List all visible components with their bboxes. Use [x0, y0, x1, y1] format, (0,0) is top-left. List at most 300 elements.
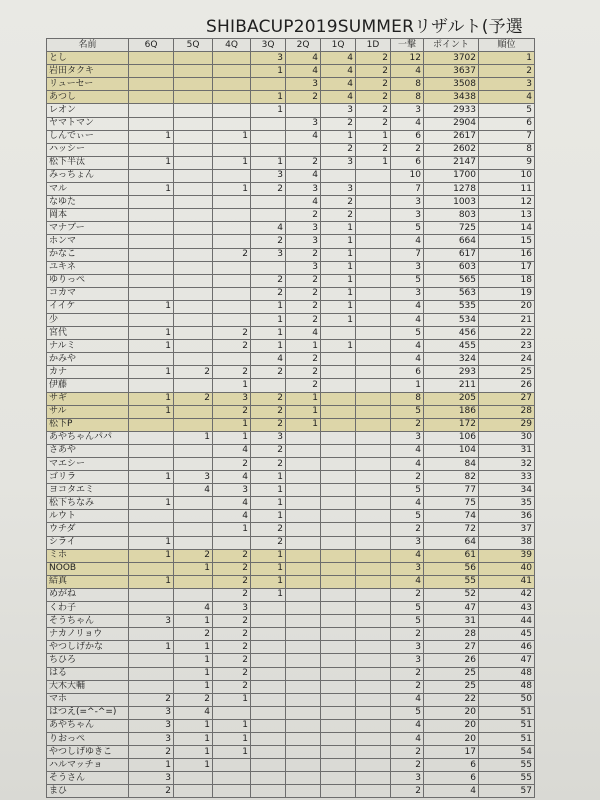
table-row [47, 667, 535, 680]
cell-grade-1q: 1 [321, 222, 356, 235]
cell-grade-1q [321, 458, 356, 471]
cell-grade-4q [213, 196, 251, 209]
cell-grade-1d [356, 379, 391, 392]
cell-grade-1q [321, 510, 356, 523]
cell-grade-2q: 2 [286, 209, 321, 222]
cell-rank: 4 [479, 91, 535, 104]
cell-grade-1d [356, 274, 391, 287]
cell-grade-4q [213, 104, 251, 117]
cell-grade-5q: 3 [174, 471, 213, 484]
cell-grade-5q [174, 510, 213, 523]
cell-points: 47 [424, 602, 479, 615]
cell-grade-1q [321, 641, 356, 654]
table-row [47, 353, 535, 366]
cell-grade-6q: 1 [129, 156, 174, 169]
cell-grade-6q: 1 [129, 536, 174, 549]
cell-player-name: コカマ [47, 287, 129, 300]
cell-grade-3q: 1 [251, 91, 286, 104]
cell-grade-1q [321, 785, 356, 798]
cell-player-name: 岩田タクキ [47, 65, 129, 78]
cell-rank: 13 [479, 209, 535, 222]
cell-grade-2q [286, 628, 321, 641]
cell-grade-5q: 4 [174, 602, 213, 615]
cell-grade-4q: 2 [213, 549, 251, 562]
cell-points: 324 [424, 353, 479, 366]
cell-grade-2q: 2 [286, 287, 321, 300]
cell-rank: 44 [479, 615, 535, 628]
cell-grade-6q: 2 [129, 746, 174, 759]
cell-grade-1d [356, 575, 391, 588]
cell-grade-1d [356, 628, 391, 641]
cell-grade-4q: 3 [213, 602, 251, 615]
cell-grade-2q [286, 431, 321, 444]
cell-grade-3q [251, 732, 286, 745]
cell-player-name: やつしげゆきこ [47, 746, 129, 759]
cell-grade-1d: 2 [356, 65, 391, 78]
cell-grade-3q: 2 [251, 274, 286, 287]
cell-grade-5q [174, 353, 213, 366]
cell-grade-1q [321, 680, 356, 693]
cell-ichigeki: 3 [391, 654, 424, 667]
cell-grade-1q [321, 353, 356, 366]
cell-grade-2q: 2 [286, 366, 321, 379]
cell-grade-6q [129, 458, 174, 471]
cell-player-name: ナルミ [47, 340, 129, 353]
cell-grade-1d [356, 549, 391, 562]
cell-ichigeki: 2 [391, 418, 424, 431]
cell-points: 20 [424, 719, 479, 732]
cell-grade-2q [286, 654, 321, 667]
cell-player-name: ホンマ [47, 235, 129, 248]
results-table [46, 38, 535, 798]
table-row [47, 562, 535, 575]
cell-player-name: かみや [47, 353, 129, 366]
cell-grade-1q: 4 [321, 65, 356, 78]
cell-grade-1q [321, 772, 356, 785]
cell-grade-2q [286, 549, 321, 562]
cell-grade-1d [356, 222, 391, 235]
cell-grade-1q [321, 667, 356, 680]
cell-points: 534 [424, 313, 479, 326]
table-row [47, 366, 535, 379]
cell-grade-2q [286, 588, 321, 601]
cell-grade-6q: 2 [129, 785, 174, 798]
cell-grade-4q: 2 [213, 248, 251, 261]
cell-grade-1q: 1 [321, 313, 356, 326]
cell-rank: 55 [479, 772, 535, 785]
cell-grade-2q [286, 523, 321, 536]
cell-grade-1q [321, 602, 356, 615]
table-row [47, 497, 535, 510]
cell-rank: 6 [479, 117, 535, 130]
cell-grade-2q: 4 [286, 52, 321, 65]
cell-rank: 48 [479, 667, 535, 680]
cell-player-name: NOOB [47, 562, 129, 575]
cell-player-name: 少 [47, 313, 129, 326]
cell-grade-2q [286, 444, 321, 457]
cell-grade-1d [356, 719, 391, 732]
cell-points: 3702 [424, 52, 479, 65]
table-row [47, 654, 535, 667]
cell-grade-5q: 1 [174, 719, 213, 732]
cell-grade-3q: 3 [251, 248, 286, 261]
cell-grade-3q: 2 [251, 458, 286, 471]
cell-ichigeki: 7 [391, 248, 424, 261]
cell-grade-3q: 1 [251, 471, 286, 484]
cell-grade-6q: 3 [129, 615, 174, 628]
cell-grade-1d: 1 [356, 130, 391, 143]
cell-rank: 33 [479, 471, 535, 484]
cell-player-name: あやちゃんパパ [47, 431, 129, 444]
cell-ichigeki: 3 [391, 104, 424, 117]
cell-grade-5q [174, 196, 213, 209]
cell-player-name: リューセー [47, 78, 129, 91]
cell-grade-6q [129, 274, 174, 287]
cell-ichigeki: 8 [391, 392, 424, 405]
cell-rank: 42 [479, 588, 535, 601]
cell-grade-1d: 2 [356, 91, 391, 104]
cell-grade-3q [251, 379, 286, 392]
cell-grade-5q [174, 209, 213, 222]
cell-grade-1q: 1 [321, 274, 356, 287]
cell-grade-4q: 2 [213, 366, 251, 379]
cell-grade-4q [213, 143, 251, 156]
cell-grade-3q: 2 [251, 536, 286, 549]
cell-grade-2q [286, 575, 321, 588]
table-row [47, 471, 535, 484]
cell-grade-1d [356, 523, 391, 536]
cell-grade-6q [129, 628, 174, 641]
table-row [47, 261, 535, 274]
cell-ichigeki: 7 [391, 183, 424, 196]
table-row [47, 169, 535, 182]
cell-grade-1q [321, 418, 356, 431]
cell-rank: 23 [479, 340, 535, 353]
cell-grade-1d [356, 785, 391, 798]
cell-grade-5q [174, 104, 213, 117]
cell-grade-6q [129, 431, 174, 444]
cell-player-name: 伊藤 [47, 379, 129, 392]
cell-grade-4q [213, 52, 251, 65]
table-row [47, 628, 535, 641]
cell-grade-1d [356, 248, 391, 261]
table-row [47, 732, 535, 745]
cell-points: 27 [424, 641, 479, 654]
cell-player-name: りおっぺ [47, 732, 129, 745]
cell-grade-4q: 1 [213, 183, 251, 196]
cell-grade-3q [251, 719, 286, 732]
cell-grade-1q [321, 706, 356, 719]
cell-grade-3q: 2 [251, 444, 286, 457]
cell-grade-1d: 1 [356, 156, 391, 169]
cell-ichigeki: 2 [391, 143, 424, 156]
cell-grade-3q [251, 78, 286, 91]
cell-grade-2q [286, 471, 321, 484]
cell-player-name: かなこ [47, 248, 129, 261]
cell-points: 2617 [424, 130, 479, 143]
cell-grade-4q: 1 [213, 732, 251, 745]
cell-points: 28 [424, 628, 479, 641]
cell-rank: 39 [479, 549, 535, 562]
cell-grade-2q [286, 104, 321, 117]
cell-points: 603 [424, 261, 479, 274]
cell-rank: 11 [479, 183, 535, 196]
results-body [47, 52, 535, 798]
table-row [47, 196, 535, 209]
cell-player-name: くわ子 [47, 602, 129, 615]
cell-grade-5q: 2 [174, 693, 213, 706]
cell-grade-2q: 3 [286, 235, 321, 248]
cell-grade-1q: 1 [321, 130, 356, 143]
cell-grade-1q [321, 562, 356, 575]
cell-points: 56 [424, 562, 479, 575]
cell-grade-1d [356, 405, 391, 418]
cell-grade-1q [321, 497, 356, 510]
cell-grade-6q [129, 78, 174, 91]
table-row [47, 183, 535, 196]
cell-grade-1q [321, 549, 356, 562]
cell-grade-1q [321, 169, 356, 182]
cell-ichigeki: 2 [391, 746, 424, 759]
cell-grade-4q: 1 [213, 746, 251, 759]
cell-grade-4q [213, 169, 251, 182]
header-6q: 6Q [129, 39, 174, 52]
cell-grade-6q [129, 353, 174, 366]
cell-ichigeki: 5 [391, 274, 424, 287]
cell-player-name: ゴリラ [47, 471, 129, 484]
cell-points: 456 [424, 327, 479, 340]
cell-ichigeki: 5 [391, 510, 424, 523]
cell-grade-4q [213, 313, 251, 326]
cell-grade-1d [356, 471, 391, 484]
cell-grade-4q: 4 [213, 471, 251, 484]
cell-grade-4q [213, 209, 251, 222]
cell-rank: 51 [479, 719, 535, 732]
cell-grade-4q [213, 78, 251, 91]
header-ichigeki: 一撃 [391, 39, 424, 52]
cell-grade-5q: 1 [174, 732, 213, 745]
cell-grade-1d [356, 431, 391, 444]
cell-rank: 29 [479, 418, 535, 431]
cell-grade-1q [321, 484, 356, 497]
header-5q: 5Q [174, 39, 213, 52]
cell-player-name: さあや [47, 444, 129, 457]
cell-player-name: ヨコタエミ [47, 484, 129, 497]
cell-grade-4q [213, 287, 251, 300]
cell-grade-5q [174, 379, 213, 392]
table-row [47, 405, 535, 418]
table-row [47, 458, 535, 471]
cell-grade-3q [251, 785, 286, 798]
cell-points: 535 [424, 300, 479, 313]
cell-points: 75 [424, 497, 479, 510]
table-row [47, 340, 535, 353]
cell-rank: 21 [479, 313, 535, 326]
cell-player-name: 岡本 [47, 209, 129, 222]
cell-rank: 22 [479, 327, 535, 340]
cell-ichigeki: 4 [391, 732, 424, 745]
cell-ichigeki: 3 [391, 287, 424, 300]
cell-grade-1q [321, 693, 356, 706]
cell-grade-6q [129, 104, 174, 117]
cell-points: 74 [424, 510, 479, 523]
cell-grade-6q [129, 510, 174, 523]
cell-grade-1d [356, 759, 391, 772]
cell-rank: 27 [479, 392, 535, 405]
cell-grade-4q: 1 [213, 431, 251, 444]
cell-grade-1d [356, 706, 391, 719]
cell-grade-6q: 1 [129, 183, 174, 196]
table-row [47, 772, 535, 785]
cell-grade-4q [213, 706, 251, 719]
cell-points: 205 [424, 392, 479, 405]
cell-grade-6q [129, 52, 174, 65]
cell-grade-4q: 2 [213, 641, 251, 654]
table-row [47, 680, 535, 693]
cell-player-name: ゆりっぺ [47, 274, 129, 287]
table-row [47, 510, 535, 523]
cell-grade-5q [174, 340, 213, 353]
table-row [47, 641, 535, 654]
cell-grade-4q: 1 [213, 130, 251, 143]
cell-rank: 45 [479, 628, 535, 641]
cell-ichigeki: 4 [391, 340, 424, 353]
table-row [47, 549, 535, 562]
cell-grade-2q [286, 562, 321, 575]
header-rank: 順位 [479, 39, 535, 52]
cell-grade-2q [286, 785, 321, 798]
cell-grade-3q: 2 [251, 523, 286, 536]
cell-grade-4q: 1 [213, 156, 251, 169]
cell-grade-5q [174, 65, 213, 78]
cell-grade-1q: 4 [321, 78, 356, 91]
cell-grade-3q: 1 [251, 313, 286, 326]
cell-grade-6q: 1 [129, 327, 174, 340]
cell-grade-6q [129, 379, 174, 392]
cell-grade-6q: 3 [129, 706, 174, 719]
cell-grade-4q [213, 353, 251, 366]
cell-grade-1q [321, 392, 356, 405]
cell-rank: 36 [479, 510, 535, 523]
cell-grade-1q [321, 759, 356, 772]
cell-points: 2602 [424, 143, 479, 156]
cell-rank: 34 [479, 484, 535, 497]
cell-grade-4q: 1 [213, 693, 251, 706]
cell-ichigeki: 2 [391, 680, 424, 693]
cell-grade-1d [356, 641, 391, 654]
cell-ichigeki: 4 [391, 353, 424, 366]
cell-grade-5q: 4 [174, 484, 213, 497]
header-2q: 2Q [286, 39, 321, 52]
cell-grade-3q: 1 [251, 300, 286, 313]
cell-grade-6q [129, 523, 174, 536]
cell-grade-1d [356, 353, 391, 366]
cell-points: 186 [424, 405, 479, 418]
cell-grade-5q [174, 117, 213, 130]
cell-grade-2q [286, 497, 321, 510]
cell-player-name: しんでぃー [47, 130, 129, 143]
cell-rank: 17 [479, 261, 535, 274]
cell-grade-6q: 1 [129, 405, 174, 418]
cell-grade-5q: 2 [174, 549, 213, 562]
cell-grade-5q [174, 785, 213, 798]
cell-grade-3q [251, 117, 286, 130]
cell-grade-3q: 2 [251, 235, 286, 248]
cell-grade-3q [251, 641, 286, 654]
cell-player-name: 松下ちなみ [47, 497, 129, 510]
cell-grade-1d [356, 169, 391, 182]
cell-grade-1q: 1 [321, 287, 356, 300]
cell-grade-4q [213, 91, 251, 104]
cell-rank: 14 [479, 222, 535, 235]
cell-grade-3q [251, 746, 286, 759]
cell-grade-5q: 1 [174, 667, 213, 680]
cell-points: 617 [424, 248, 479, 261]
cell-player-name: 宮代 [47, 327, 129, 340]
cell-player-name: ナカノリョウ [47, 628, 129, 641]
table-row [47, 143, 535, 156]
cell-ichigeki: 12 [391, 52, 424, 65]
cell-grade-2q: 3 [286, 261, 321, 274]
cell-grade-3q: 1 [251, 549, 286, 562]
cell-grade-6q [129, 484, 174, 497]
cell-grade-4q: 2 [213, 458, 251, 471]
cell-grade-1d [356, 602, 391, 615]
cell-grade-5q [174, 248, 213, 261]
cell-player-name: ハルマッチョ [47, 759, 129, 772]
cell-grade-3q: 4 [251, 222, 286, 235]
cell-grade-1q [321, 366, 356, 379]
table-row [47, 431, 535, 444]
cell-ichigeki: 2 [391, 588, 424, 601]
cell-grade-5q: 1 [174, 680, 213, 693]
cell-grade-5q [174, 91, 213, 104]
cell-grade-6q: 1 [129, 641, 174, 654]
cell-grade-4q: 2 [213, 615, 251, 628]
cell-grade-2q: 4 [286, 327, 321, 340]
cell-grade-1d [356, 746, 391, 759]
header-name: 名前 [47, 39, 129, 52]
header-row [47, 39, 535, 52]
cell-grade-5q [174, 169, 213, 182]
table-row [47, 91, 535, 104]
cell-points: 20 [424, 706, 479, 719]
cell-points: 455 [424, 340, 479, 353]
table-row [47, 52, 535, 65]
cell-ichigeki: 4 [391, 65, 424, 78]
cell-grade-1q [321, 615, 356, 628]
cell-player-name: なゆた [47, 196, 129, 209]
cell-ichigeki: 2 [391, 523, 424, 536]
table-row [47, 588, 535, 601]
cell-grade-6q: 3 [129, 772, 174, 785]
cell-ichigeki: 2 [391, 471, 424, 484]
cell-grade-1q: 4 [321, 91, 356, 104]
cell-ichigeki: 8 [391, 78, 424, 91]
cell-player-name: やつしげかな [47, 641, 129, 654]
cell-rank: 8 [479, 143, 535, 156]
cell-grade-3q: 1 [251, 327, 286, 340]
cell-grade-6q: 1 [129, 575, 174, 588]
cell-grade-1d [356, 444, 391, 457]
table-row [47, 327, 535, 340]
cell-points: 22 [424, 693, 479, 706]
cell-grade-5q: 2 [174, 628, 213, 641]
cell-grade-4q: 2 [213, 562, 251, 575]
cell-grade-5q [174, 523, 213, 536]
table-row [47, 536, 535, 549]
cell-grade-6q [129, 602, 174, 615]
